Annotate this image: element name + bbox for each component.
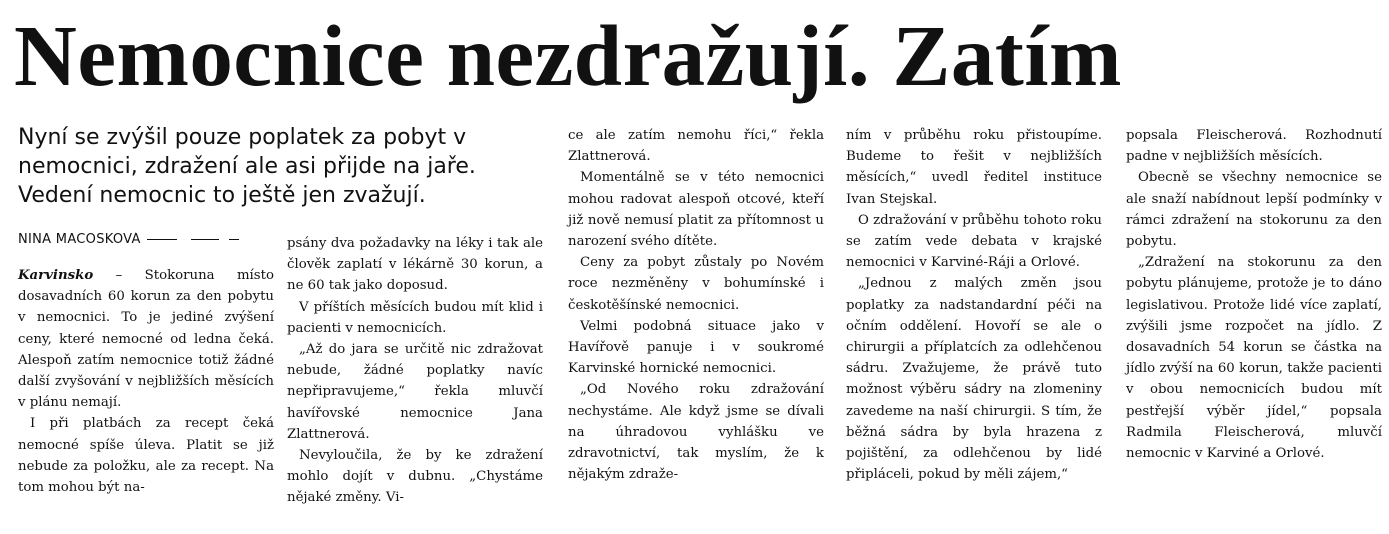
article-paragraph: Nevyloučila, že by ke zdražení mohlo dojít v dubnu. „Chystáme nějaké změny. Vi- — [287, 448, 543, 506]
dateline-place: Karvinsko — [18, 268, 94, 283]
article-paragraph: I při platbách za recept čeká nemocné spíše úleva. Platit se již nebude za položku, ale za recept. Na tom mohou být na- — [18, 416, 274, 496]
author-name: NINA MACOŠKOVÁ — [18, 232, 141, 247]
article-paragraph — [18, 265, 274, 413]
article-paragraph: V příštích měsících budou mít klid i pacienti v nemocnicích. — [287, 299, 543, 336]
article-paragraph: „Od Nového roku zdražování nechystáme. Ale když jsme se dívali na úhradovou vyhlášku ve zdravotnictví, tak myslím, že k nějakým zdraže- — [568, 382, 824, 483]
article-paragraph: O zdražování v průběhu tohoto roku se zatím vede debata v krajské nemocnici v Karviné-Ráji a Orlové. — [846, 212, 1102, 271]
headline: Nemocnice nezdražují. Zatím — [14, 7, 1122, 104]
byline — [18, 232, 283, 247]
article-column-2 — [287, 233, 543, 509]
article-paragraph: Ceny za pobyt zůstaly po Novém roce nezměněny v bohumínské i českotěšínské nemocnici. — [568, 255, 824, 313]
byline-rule — [229, 239, 239, 240]
article-column-5 — [1126, 125, 1382, 464]
paragraph-text: – Stokoruna místo dosavadních 60 korun za den pobytu v nemocnici. To je jediné zvýšení ceny, které nemocné od ledna čeká. Alespoň zatím nemocnice totiž žádné další zvyšování v nejbližších měsících v plánu nemají. — [18, 268, 274, 411]
article-paragraph: psány dva požadavky na léky i tak ale člověk zaplatí v lékárně 30 korun, a ne 60 tak jako doposud. — [287, 236, 543, 294]
article-column-3 — [568, 125, 824, 485]
article-paragraph: Obecně se všechny nemocnice se ale snaží nabídnout lepší podmínky v rámci zdražení na stokorunu za den pobytu. — [1126, 170, 1382, 250]
article-paragraph: Velmi podobná situace jako v Havířově panuje i v soukromé Karvinské hornické nemocnici. — [568, 318, 824, 377]
article-paragraph: „Zdražení na stokorunu za den pobytu plánujeme, protože je to dáno legislativou. Protože lidé více zaplatí, zvýšili jsme rozpočet na jídlo. Z dosavadních 54 korun se částka na jídlo zvýší na 60 korun, takže pacienti v obou nemocnicích budou mít pestřejší výběr jídel,“ popsala Radmila Fleischerová, mluvčí nemocnic v Karviné a Orlové. — [1126, 255, 1382, 462]
article-paragraph: popsala Fleischerová. Rozhodnutí padne v nejbližších měsících. — [1126, 128, 1382, 165]
article-paragraph: ním v průběhu roku přistoupíme. Budeme to řešit v nejbližších měsících,“ uvedl ředitel instituce Ivan Stejskal. — [846, 128, 1102, 207]
article-column-1 — [18, 265, 274, 498]
byline-rule — [191, 239, 219, 240]
article-paragraph: „Jednou z malých změn jsou poplatky za nadstandardní péči na očním oddělení. Hovoří se ale o chirurgii a příplatcích za odlehčenou sádru. Zvažujeme, že právě tuto možnost výběru sádry na zlomeniny zavedeme na naší chirurgii. S tím, že běžná sádra by byla hrazena z pojištění, za odlehčenou by lidé připláceli, pokud by měli zájem,“ — [846, 276, 1102, 483]
article-column-4 — [846, 125, 1102, 485]
article-paragraph: ce ale zatím nemohu říci,“ řekla Zlattnerová. — [568, 128, 824, 165]
lead-paragraph: Nyní se zvýšil pouze poplatek za pobyt v nemocnici, zdražení ale asi přijde na jaře. Vedení nemocnic to ještě jen zvažují. — [18, 125, 476, 208]
byline-rule — [147, 239, 177, 240]
article-paragraph: Momentálně se v této nemocnici mohou radovat alespoň otcové, kteří již nově nemusí platit za přítomnost u narození svého dítěte. — [568, 170, 824, 250]
article-paragraph: „Až do jara se určitě nic zdražovat nebude, žádné poplatky navíc nepřipravujeme,“ řekla mluvčí havířovské nemocnice Jana Zlattnerová. — [287, 342, 543, 442]
